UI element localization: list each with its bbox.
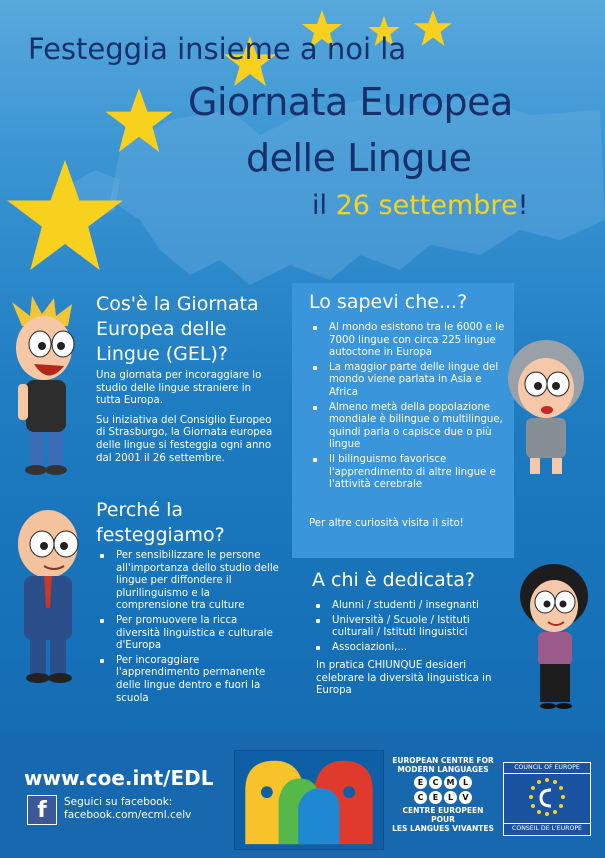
woman-character-illustration: [510, 560, 594, 710]
list-item: Almeno metà della popolazione mondiale è bilingue o multilingue, quindi parla o capisce due o più lingue: [309, 402, 505, 452]
star-icon: [0, 160, 130, 270]
list-item: Università / Scuole / Istituti culturali / Istituti linguistici: [312, 615, 506, 640]
gel-text: Una giornata per incoraggiare lo studio delle lingue straniere in tutta Europa. Su iniziativa del Consiglio Europeo di Strasburgo, la Giornata europea delle lingue si festeggia ogni anno dal 2001 il 26 settembre.: [96, 370, 273, 464]
celv-letters-row: C E L V: [392, 791, 494, 804]
ecml-letters-row: E C M L: [392, 776, 494, 789]
facebook-icon[interactable]: f: [27, 795, 57, 825]
headline-date: il 26 settembre!: [312, 190, 529, 221]
ecml-name: EUROPEAN CENTRE FOR MODERN LANGUAGES E C M L C E L V CENTRE EUROPEEN POUR LES LANGUES VIVANTES: [392, 756, 494, 833]
list-item: Per sensibilizzare le persone all'importanza dello studio delle lingue per diffondere il plurilinguismo e la comprensione tra culture: [96, 550, 282, 613]
list-item: La maggior parte delle lingue del mondo viene parlata in Asia e Africa: [309, 362, 505, 400]
website-link[interactable]: www.coe.int/EDL: [24, 766, 214, 790]
coe-label-fr: CONSEIL DE L'EUROPE: [512, 825, 582, 832]
target-footer: In pratica CHIUNQUE desideri celebrare la diversità linguistica in Europa: [316, 660, 492, 697]
headline-line-2: Giornata Europea: [188, 80, 513, 124]
list-item: Al mondo esistono tra le 6000 e le 7000 lingue con circa 225 lingue autoctone in Europa: [309, 322, 505, 360]
star-icon: [100, 88, 178, 152]
date-highlight: 26 settembre: [335, 190, 518, 221]
divider: [503, 823, 591, 824]
man-character-illustration: [10, 508, 92, 688]
facts-title: Lo sapevi che...?: [309, 291, 468, 313]
headline-line-3: delle Lingue: [246, 136, 472, 180]
target-title: A chi è dedicata?: [312, 569, 475, 591]
list-item: Associazioni,...: [312, 642, 506, 655]
facts-list: [309, 322, 505, 494]
grandma-character-illustration: [500, 338, 588, 478]
divider: [503, 773, 591, 774]
headline-line-1: Festeggia insieme a noi la: [28, 32, 407, 66]
facts-footer: Per altre curiosità visita il sito!: [309, 518, 464, 529]
ecml-logo-icon: [234, 750, 384, 850]
coe-label-en: COUNCIL OF EUROPE: [514, 764, 580, 771]
list-item: Per promuovere la ricca diversità linguistica e culturale d'Europa: [96, 615, 282, 653]
target-list: [312, 600, 506, 656]
eu-stars-circle-icon: [527, 776, 567, 820]
list-item: Alunni / studenti / insegnanti: [312, 600, 506, 613]
why-title: Perché la festeggiamo?: [96, 499, 225, 546]
facebook-text: Seguici su facebook: facebook.com/ecml.celv: [64, 796, 192, 821]
gel-title: Cos'è la Giornata Europea delle Lingue (GEL)?: [96, 293, 259, 365]
why-list: [96, 550, 282, 707]
list-item: Per incoraggiare l'apprendimento permanente delle lingue dentro e fuori la scuola: [96, 655, 282, 705]
list-item: Il bilinguismo favorisce l'apprendimento di altre lingue e l'attività cerebrale: [309, 454, 505, 492]
boy-character-illustration: [8, 296, 86, 476]
